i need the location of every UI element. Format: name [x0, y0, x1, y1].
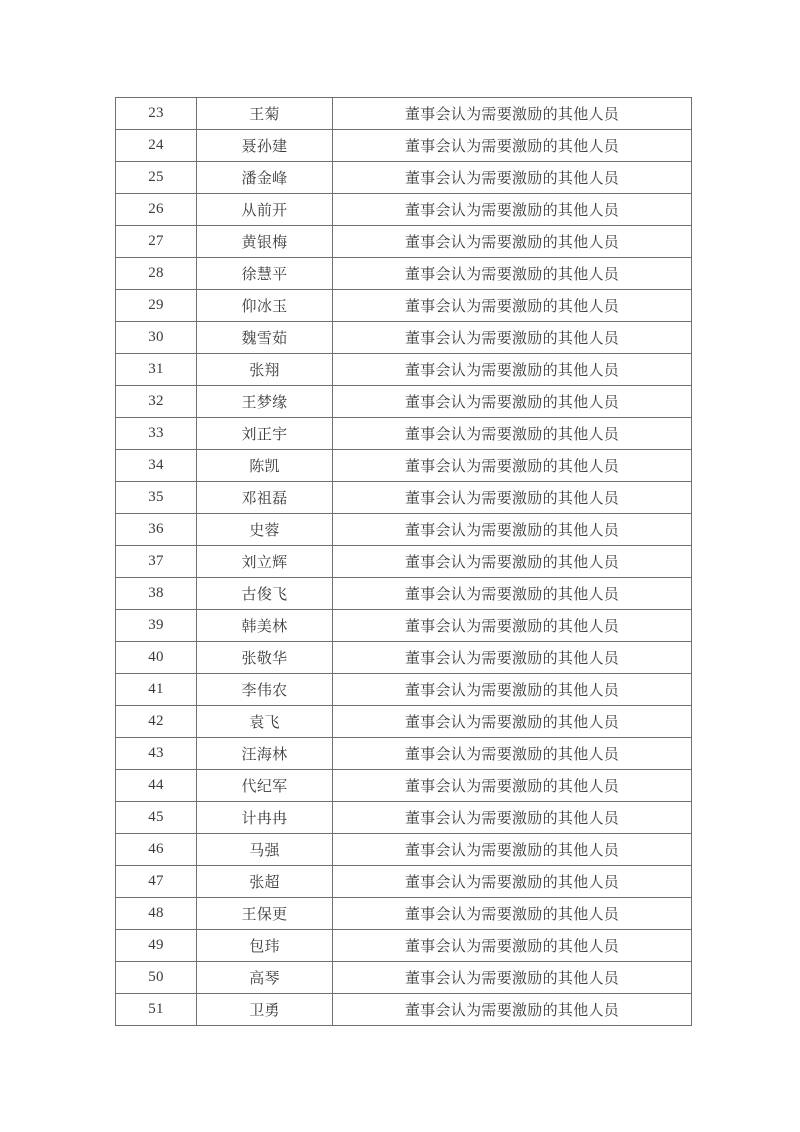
row-number-cell: 36 [116, 514, 197, 546]
reason-cell: 董事会认为需要激励的其他人员 [333, 866, 692, 898]
reason-cell: 董事会认为需要激励的其他人员 [333, 482, 692, 514]
row-number-cell: 43 [116, 738, 197, 770]
table-row [116, 130, 692, 162]
table-row [116, 354, 692, 386]
name-cell: 黄银梅 [197, 226, 333, 258]
name-cell: 聂孙建 [197, 130, 333, 162]
name-cell: 计冉冉 [197, 802, 333, 834]
reason-cell: 董事会认为需要激励的其他人员 [333, 194, 692, 226]
row-number-cell: 40 [116, 642, 197, 674]
name-cell: 魏雪茹 [197, 322, 333, 354]
reason-cell: 董事会认为需要激励的其他人员 [333, 642, 692, 674]
row-number-cell: 44 [116, 770, 197, 802]
name-cell: 刘立辉 [197, 546, 333, 578]
row-number-cell: 46 [116, 834, 197, 866]
table-row [116, 450, 692, 482]
name-cell: 汪海林 [197, 738, 333, 770]
table-row [116, 194, 692, 226]
name-cell: 韩美林 [197, 610, 333, 642]
table-row [116, 98, 692, 130]
table-row [116, 642, 692, 674]
table-row [116, 386, 692, 418]
row-number-cell: 42 [116, 706, 197, 738]
row-number-cell: 32 [116, 386, 197, 418]
name-cell: 仰冰玉 [197, 290, 333, 322]
name-cell: 王梦缘 [197, 386, 333, 418]
reason-cell: 董事会认为需要激励的其他人员 [333, 770, 692, 802]
name-cell: 陈凯 [197, 450, 333, 482]
reason-cell: 董事会认为需要激励的其他人员 [333, 162, 692, 194]
name-cell: 刘正宇 [197, 418, 333, 450]
row-number-cell: 37 [116, 546, 197, 578]
reason-cell: 董事会认为需要激励的其他人员 [333, 386, 692, 418]
table-row [116, 834, 692, 866]
table-row [116, 226, 692, 258]
name-cell: 张翔 [197, 354, 333, 386]
row-number-cell: 48 [116, 898, 197, 930]
name-cell: 王菊 [197, 98, 333, 130]
row-number-cell: 24 [116, 130, 197, 162]
row-number-cell: 26 [116, 194, 197, 226]
table-row [116, 258, 692, 290]
name-cell: 卫勇 [197, 994, 333, 1026]
personnel-table-body [116, 98, 692, 1026]
row-number-cell: 28 [116, 258, 197, 290]
reason-cell: 董事会认为需要激励的其他人员 [333, 418, 692, 450]
table-row [116, 546, 692, 578]
reason-cell: 董事会认为需要激励的其他人员 [333, 674, 692, 706]
table-row [116, 738, 692, 770]
reason-cell: 董事会认为需要激励的其他人员 [333, 834, 692, 866]
name-cell: 包玮 [197, 930, 333, 962]
table-row [116, 962, 692, 994]
name-cell: 代纪军 [197, 770, 333, 802]
name-cell: 袁飞 [197, 706, 333, 738]
row-number-cell: 50 [116, 962, 197, 994]
reason-cell: 董事会认为需要激励的其他人员 [333, 514, 692, 546]
row-number-cell: 25 [116, 162, 197, 194]
name-cell: 张超 [197, 866, 333, 898]
row-number-cell: 41 [116, 674, 197, 706]
name-cell: 潘金峰 [197, 162, 333, 194]
row-number-cell: 31 [116, 354, 197, 386]
table-row [116, 418, 692, 450]
table-row [116, 770, 692, 802]
reason-cell: 董事会认为需要激励的其他人员 [333, 450, 692, 482]
table-row [116, 514, 692, 546]
reason-cell: 董事会认为需要激励的其他人员 [333, 258, 692, 290]
table-row [116, 162, 692, 194]
row-number-cell: 33 [116, 418, 197, 450]
row-number-cell: 35 [116, 482, 197, 514]
table-row [116, 866, 692, 898]
row-number-cell: 51 [116, 994, 197, 1026]
table-row [116, 290, 692, 322]
name-cell: 史蓉 [197, 514, 333, 546]
table-row [116, 482, 692, 514]
reason-cell: 董事会认为需要激励的其他人员 [333, 994, 692, 1026]
reason-cell: 董事会认为需要激励的其他人员 [333, 290, 692, 322]
reason-cell: 董事会认为需要激励的其他人员 [333, 226, 692, 258]
name-cell: 张敬华 [197, 642, 333, 674]
row-number-cell: 49 [116, 930, 197, 962]
row-number-cell: 38 [116, 578, 197, 610]
name-cell: 李伟农 [197, 674, 333, 706]
name-cell: 王保更 [197, 898, 333, 930]
reason-cell: 董事会认为需要激励的其他人员 [333, 322, 692, 354]
name-cell: 从前开 [197, 194, 333, 226]
reason-cell: 董事会认为需要激励的其他人员 [333, 130, 692, 162]
reason-cell: 董事会认为需要激励的其他人员 [333, 930, 692, 962]
name-cell: 徐慧平 [197, 258, 333, 290]
personnel-table [115, 97, 692, 1026]
table-row [116, 578, 692, 610]
row-number-cell: 39 [116, 610, 197, 642]
row-number-cell: 29 [116, 290, 197, 322]
name-cell: 高琴 [197, 962, 333, 994]
table-row [116, 674, 692, 706]
table-row [116, 610, 692, 642]
reason-cell: 董事会认为需要激励的其他人员 [333, 898, 692, 930]
name-cell: 邓祖磊 [197, 482, 333, 514]
row-number-cell: 27 [116, 226, 197, 258]
name-cell: 古俊飞 [197, 578, 333, 610]
reason-cell: 董事会认为需要激励的其他人员 [333, 962, 692, 994]
row-number-cell: 23 [116, 98, 197, 130]
table-row [116, 898, 692, 930]
row-number-cell: 34 [116, 450, 197, 482]
reason-cell: 董事会认为需要激励的其他人员 [333, 578, 692, 610]
name-cell: 马强 [197, 834, 333, 866]
reason-cell: 董事会认为需要激励的其他人员 [333, 354, 692, 386]
table-row [116, 930, 692, 962]
row-number-cell: 30 [116, 322, 197, 354]
reason-cell: 董事会认为需要激励的其他人员 [333, 98, 692, 130]
reason-cell: 董事会认为需要激励的其他人员 [333, 802, 692, 834]
row-number-cell: 47 [116, 866, 197, 898]
row-number-cell: 45 [116, 802, 197, 834]
reason-cell: 董事会认为需要激励的其他人员 [333, 546, 692, 578]
table-row [116, 706, 692, 738]
reason-cell: 董事会认为需要激励的其他人员 [333, 706, 692, 738]
table-row [116, 322, 692, 354]
table-row [116, 994, 692, 1026]
table-row [116, 802, 692, 834]
reason-cell: 董事会认为需要激励的其他人员 [333, 738, 692, 770]
reason-cell: 董事会认为需要激励的其他人员 [333, 610, 692, 642]
